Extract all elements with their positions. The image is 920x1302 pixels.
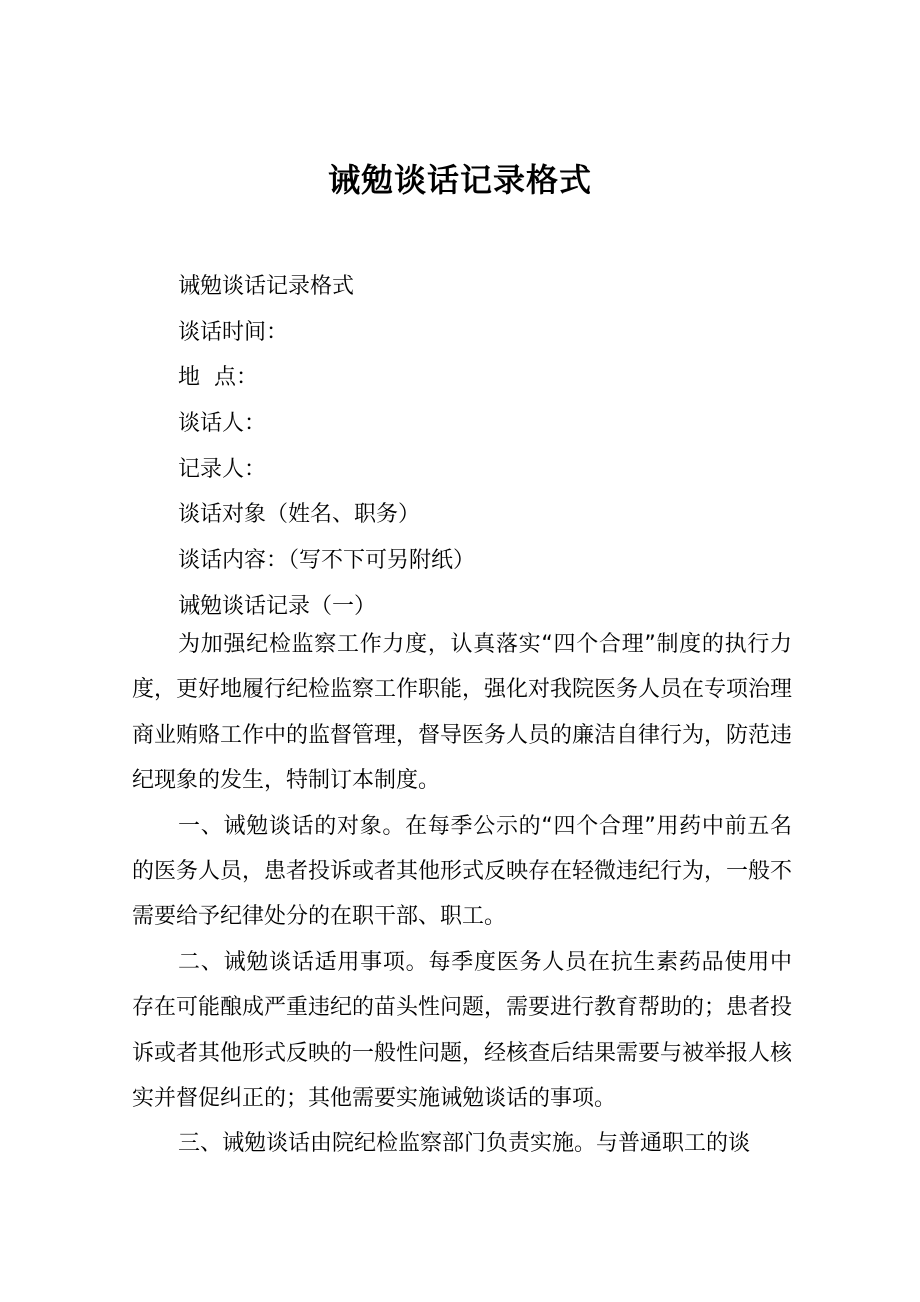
paragraph-section-3: 三、诫勉谈话由院纪检监察部门负责实施。与普通职工的谈: [178, 1131, 751, 1157]
field-subject: 谈话对象（姓名、职务）: [178, 502, 421, 528]
field-talker: 谈话人：: [178, 411, 267, 437]
field-recorder: 记录人：: [178, 456, 267, 482]
paragraph-section-2: 二、诫勉谈话适用事项。每季度医务人员在抗生素药品使用中存在可能酿成严重违纪的苗头性问题，需要进行教育帮助的；患者投诉或者其他形式反映的一般性问题，经核查后结果需要与被举报人核实并督促纠正的；其他需要实施诫勉谈话的事项。: [132, 949, 793, 1112]
paragraph-section-1: 一、诫勉谈话的对象。在每季公示的“四个合理”用药中前五名的医务人员，患者投诉或者其他形式反映存在轻微违纪行为，一般不需要给予纪律处分的在职干部、职工。: [132, 813, 793, 930]
paragraph-intro: 为加强纪检监察工作力度，认真落实“四个合理”制度的执行力度，更好地履行纪检监察工作职能，强化对我院医务人员在专项治理商业贿赂工作中的监督管理，督导医务人员的廉洁自律行为，防范违纪现象的发生，特制订本制度。: [132, 632, 793, 794]
field-talk-time: 谈话时间：: [178, 319, 289, 345]
document-title: 诫勉谈话记录格式: [327, 161, 592, 199]
field-form-title: 诫勉谈话记录格式: [178, 274, 355, 299]
field-record-heading: 诫勉谈话记录（一）: [178, 593, 377, 619]
field-location: 地 点：: [178, 365, 258, 391]
record-fields: [178, 264, 818, 630]
document-body: [132, 622, 792, 1167]
field-content: 谈话内容：（写不下可另附纸）: [178, 548, 476, 574]
